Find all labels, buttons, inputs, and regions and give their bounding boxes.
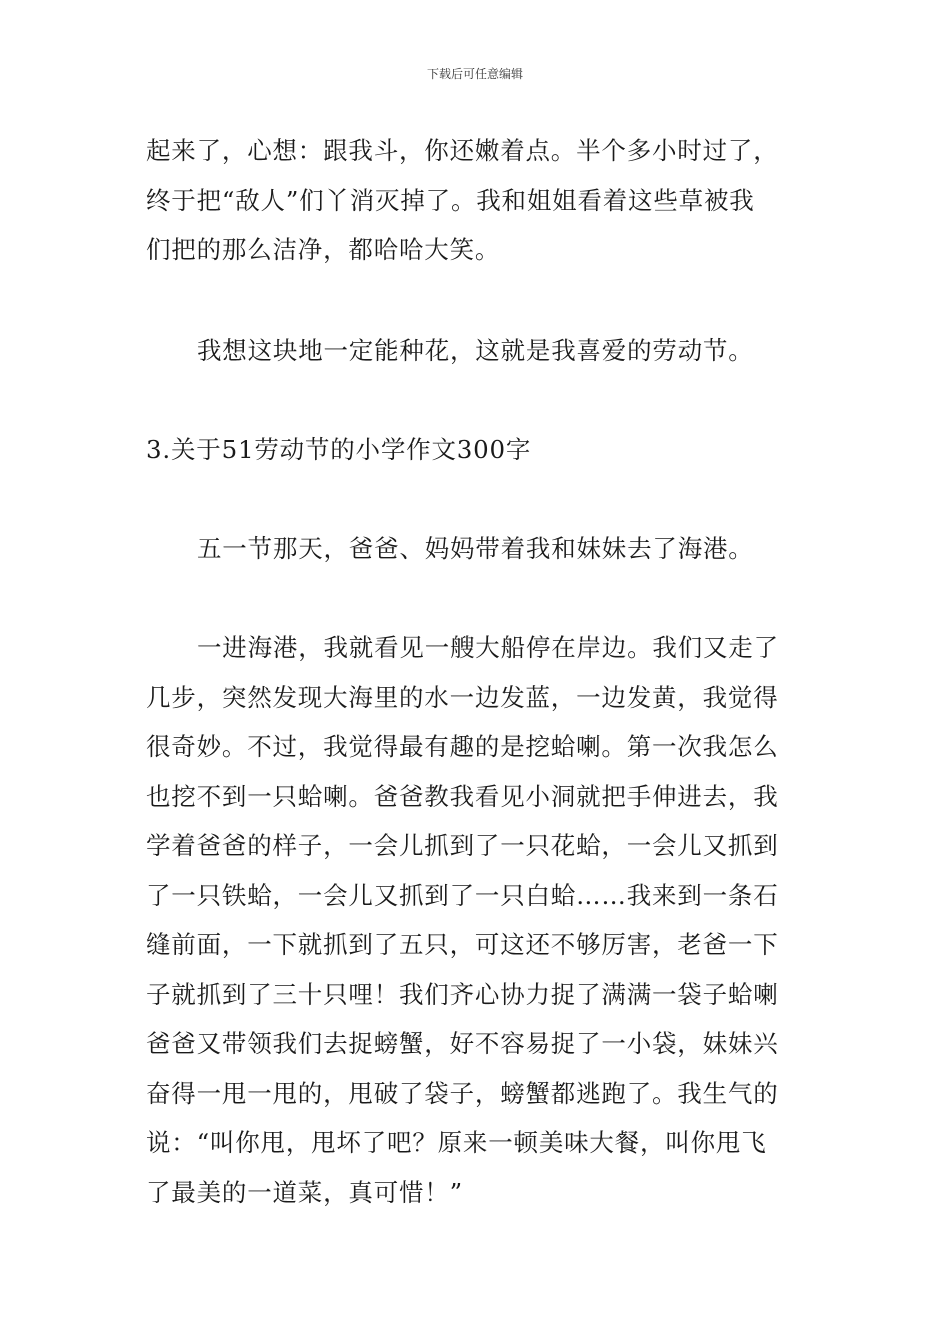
text-line: 奋得一甩一甩的，甩破了袋子，螃蟹都逃跑了。我生气的 (146, 1078, 779, 1108)
text-line: 说：“叫你甩，甩坏了吧？原来一顿美味大餐，叫你甩飞 (146, 1128, 767, 1157)
text-line: 了最美的一道菜，真可惜！” (146, 1177, 463, 1207)
text-line: 起来了，心想：跟我斗，你还嫩着点。半个多小时过了， (146, 136, 779, 165)
paragraph-main (146, 623, 808, 1217)
text-line: 子就抓到了三十只哩！我们齐心协力捉了满满一袋子蛤喇 (146, 979, 779, 1009)
text-line: 几步，突然发现大海里的水一边发蓝，一边发黄，我觉得 (146, 682, 779, 712)
text-line: 缝前面，一下就抓到了五只，可这还不够厉害，老爸一下 (146, 930, 779, 959)
text-line: 了一只铁蛤，一会儿又抓到了一只白蛤……我来到一条石 (146, 880, 779, 910)
text-line: 五一节那天，爸爸、妈妈带着我和妹妹去了海港。 (197, 534, 754, 563)
text-line: 一进海港，我就看见一艘大船停在岸边。我们又走了 (197, 633, 779, 662)
heading-line: 3.关于51劳动节的小学作文300字 (146, 435, 532, 464)
text-line: 学着爸爸的样子，一会儿抓到了一只花蛤，一会儿又抓到 (146, 831, 779, 860)
paragraph-closing (146, 326, 808, 376)
text-line: 也挖不到一只蛤喇。爸爸教我看见小洞就把手伸进去，我 (146, 781, 779, 811)
text-line: 爸爸又带领我们去捉螃蟹，好不容易捉了一小袋，妹妹兴 (146, 1029, 779, 1058)
paragraph-continuation (146, 126, 808, 275)
section-heading (146, 425, 808, 475)
text-line: 很奇妙。不过，我觉得最有趣的是挖蛤喇。第一次我怎么 (146, 732, 779, 761)
text-line: 我想这块地一定能种花，这就是我喜爱的劳动节。 (197, 336, 754, 365)
paragraph-intro (146, 524, 808, 574)
text-line: 终于把“敌人”们丫消灭掉了。我和姐姐看着这些草被我 (146, 185, 755, 215)
text-line: 们把的那么洁净，都哈哈大笑。 (146, 235, 501, 264)
page-header: 下载后可任意编辑 (426, 67, 523, 81)
